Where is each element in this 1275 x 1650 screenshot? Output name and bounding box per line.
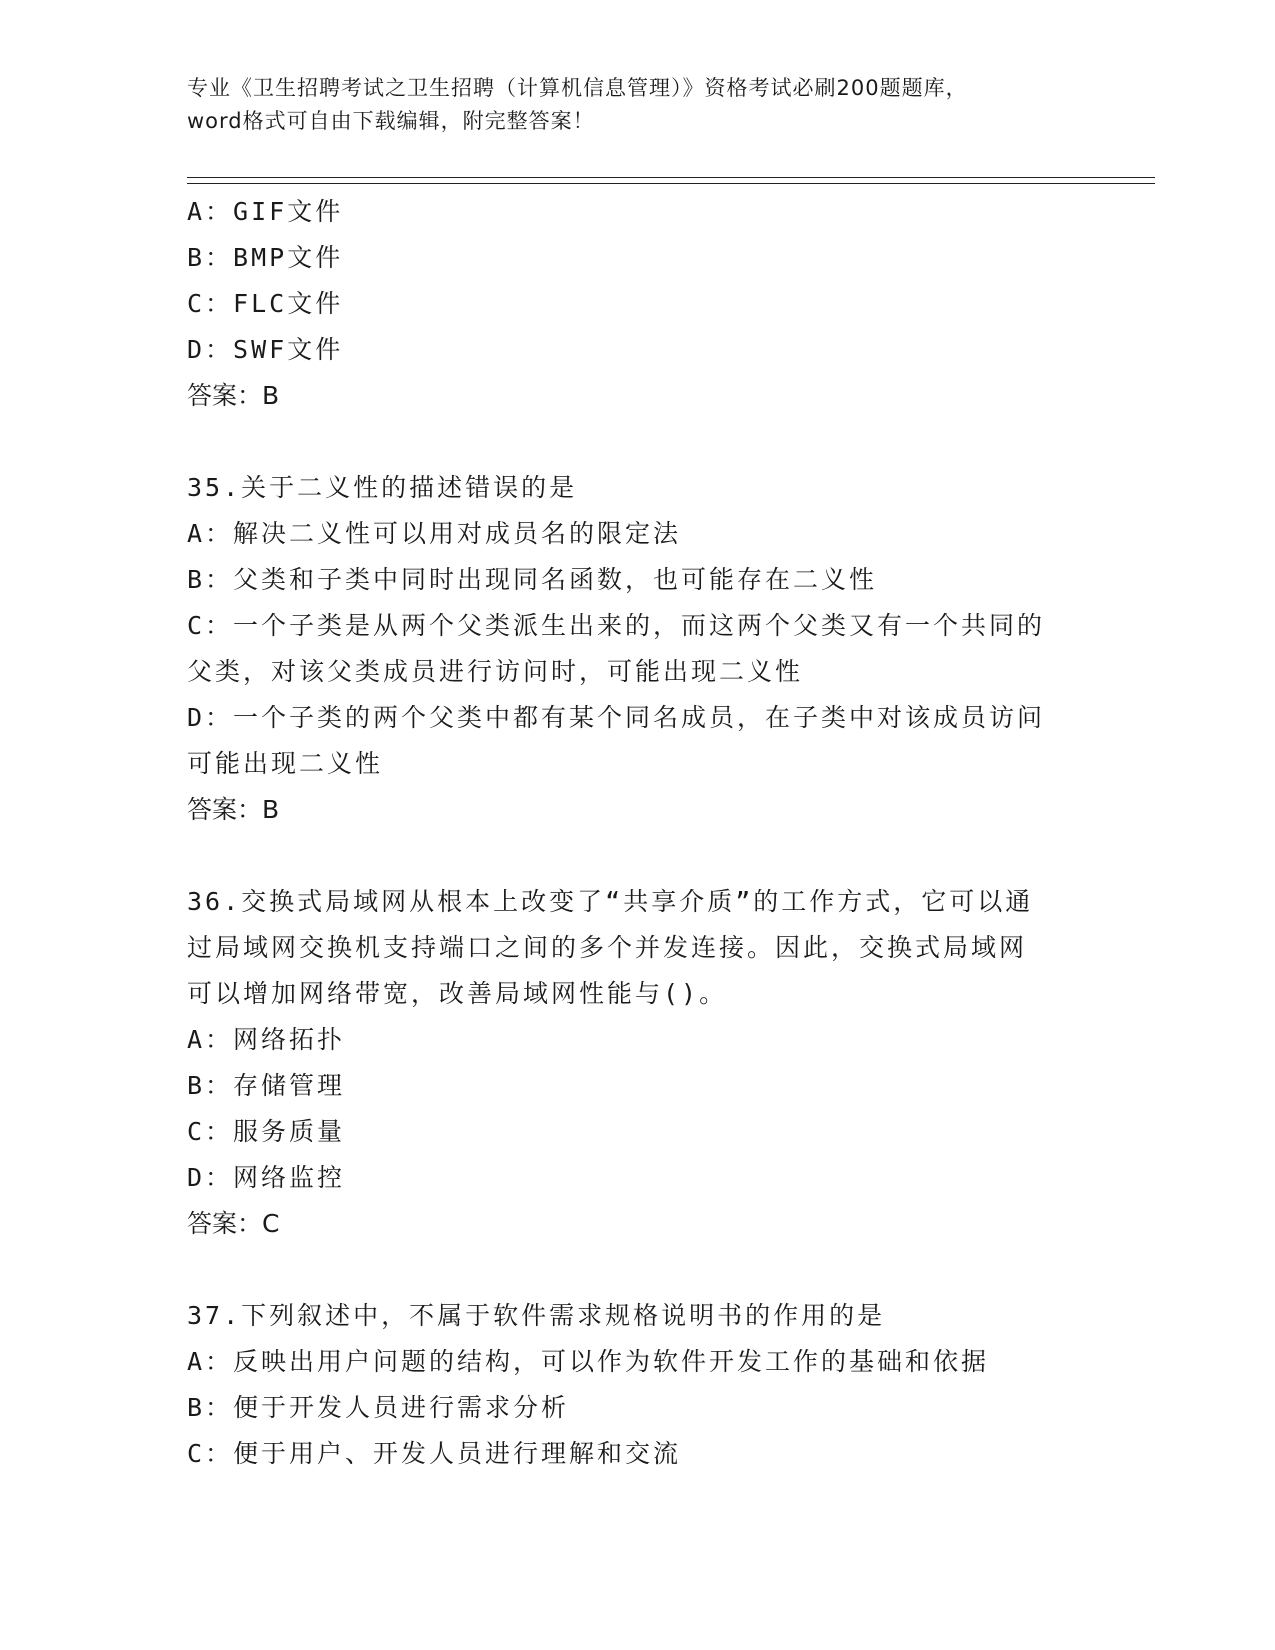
option-d: D：网络监控 <box>187 1163 346 1192</box>
question-37 <box>187 1293 1087 1477</box>
answer: 答案：C <box>187 1209 280 1238</box>
option-a: A：解决二义性可以用对成员名的限定法 <box>187 519 682 548</box>
question-stem: 37.下列叙述中，不属于软件需求规格说明书的作用的是 <box>187 1301 886 1330</box>
option-c: C：服务质量 <box>187 1117 346 1146</box>
answer: 答案：B <box>187 795 280 824</box>
question-stem-line-1: 36.交换式局域网从根本上改变了“共享介质”的工作方式，它可以通 <box>187 887 1034 916</box>
header-divider-top <box>187 177 1155 178</box>
option-b: B：存储管理 <box>187 1071 346 1100</box>
option-c-continued: 父类，对该父类成员进行访问时，可能出现二义性 <box>187 657 804 686</box>
question-36 <box>187 879 1087 1247</box>
question-35 <box>187 465 1087 833</box>
question-stem-line-2: 过局域网交换机支持端口之间的多个并发连接。因此，交换式局域网 <box>187 933 1028 962</box>
header-divider-bottom <box>187 183 1155 184</box>
option-c: C：便于用户、开发人员进行理解和交流 <box>187 1439 682 1468</box>
header-line-2: word格式可自由下载编辑，附完整答案！ <box>187 109 595 133</box>
option-d: D：SWF文件 <box>187 335 344 364</box>
option-b: B：父类和子类中同时出现同名函数，也可能存在二义性 <box>187 565 878 594</box>
option-a: A：网络拓扑 <box>187 1025 346 1054</box>
option-b: B：BMP文件 <box>187 243 344 272</box>
question-stem-line-3: 可以增加网络带宽，改善局域网性能与()。 <box>187 979 728 1008</box>
question-list <box>187 189 1087 1477</box>
answer: 答案：B <box>187 381 280 410</box>
option-d-continued: 可能出现二义性 <box>187 749 384 778</box>
spacer <box>187 419 1087 465</box>
spacer <box>187 833 1087 879</box>
option-c: C：FLC文件 <box>187 289 344 318</box>
option-d: D：一个子类的两个父类中都有某个同名成员，在子类中对该成员访问 <box>187 703 1046 732</box>
question-34 <box>187 189 1087 419</box>
option-a: A：GIF文件 <box>187 197 344 226</box>
option-a: A：反映出用户问题的结构，可以作为软件开发工作的基础和依据 <box>187 1347 990 1376</box>
option-c: C：一个子类是从两个父类派生出来的，而这两个父类又有一个共同的 <box>187 611 1046 640</box>
question-stem: 35.关于二义性的描述错误的是 <box>187 473 578 502</box>
option-b: B：便于开发人员进行需求分析 <box>187 1393 570 1422</box>
document-header <box>187 72 1087 138</box>
header-line-1: 专业《卫生招聘考试之卫生招聘（计算机信息管理）》资格考试必刷200题题库， <box>187 76 968 100</box>
spacer <box>187 1247 1087 1293</box>
